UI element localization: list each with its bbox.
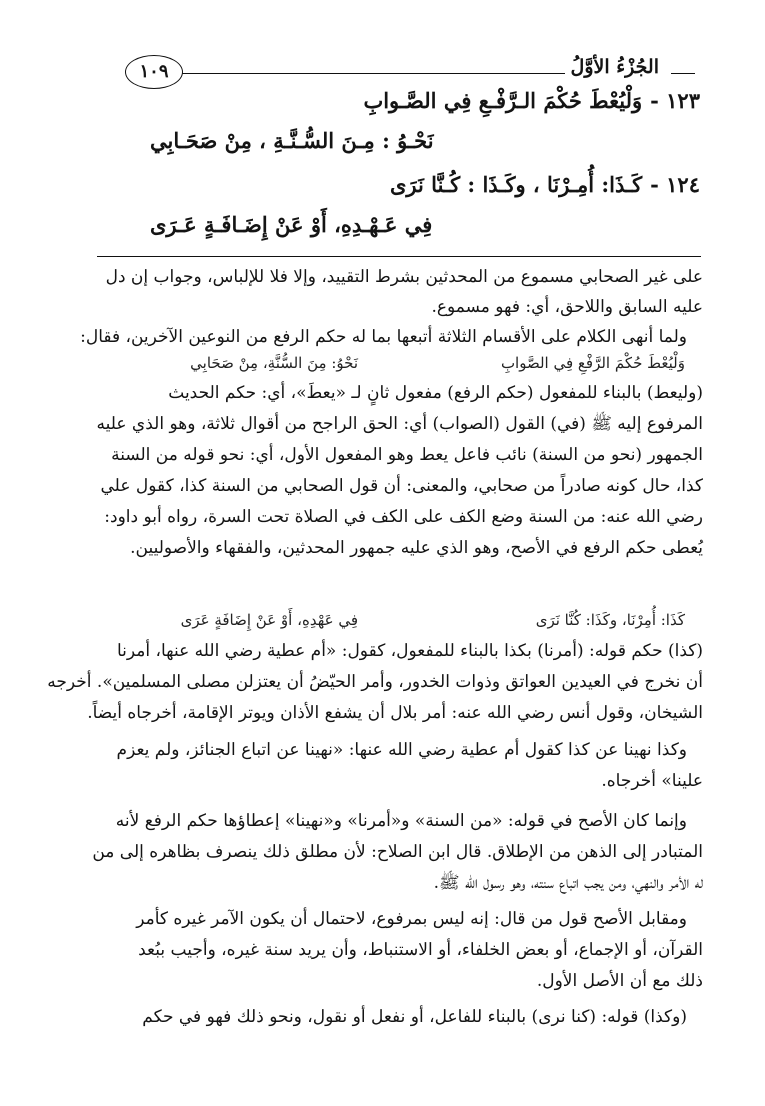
commentary-line: ذلك مع أن الأصل الأول. <box>536 971 703 991</box>
commentary-line: (وليعط) بالبناء للمفعول (حكم الرفع) مفعول ثانٍ لـ «يعطَ»، أي: حكم الحديث <box>168 383 703 403</box>
verse-123-first-text: وَلْيُعْطَ حُكْمَ الـرَّفْـعِ فِي الصَّـوابِ <box>363 88 643 113</box>
commentary-line: وإنما كان الأصح في قوله: «من السنة» و«أمرنا» و«نهينا» إعطاؤها حكم الرفع لأنه <box>115 811 687 831</box>
header-dash <box>671 73 695 74</box>
commentary-line: الشيخان، وقول أنس رضي الله عنه: أمر بلال أن يشفع الأذان ويوتر الإقامة، أخرجاه أيضاً. <box>87 703 703 723</box>
commentary-line: (كذا) حكم قوله: (أمرنا) بكذا بالبناء للمفعول، كقول: «أم عطية رضي الله عنها، أمرنا <box>116 641 703 661</box>
embedded-verse-123-right: وَلْيُعْطَ حُكْمَ الرَّفْعِ فِي الصَّوابِ <box>500 354 685 372</box>
commentary-line: على غير الصحابي مسموع من المحدثين بشرط التقييد، وإلا فلا للإلباس، وجواب إن دل <box>105 267 703 287</box>
commentary-line: عليه السابق واللاحق، أي: فهو مسموع. <box>431 297 703 317</box>
commentary-line: له الأمر والنهي، ومن يجب اتباع سنته، وهو رسول الله ﷺ. <box>433 873 703 893</box>
embedded-verse-123-left: نَحْوُ: مِنَ السُّنَّةِ، مِنْ صَحَابِي <box>190 354 358 372</box>
verse-123-first <box>363 88 700 113</box>
commentary-line: (وكذا) قوله: (كنا نرى) بالبناء للفاعل، أو نفعل أو نقول، ونحو ذلك فهو في حكم <box>142 1007 687 1027</box>
commentary-line: القرآن، أو الإجماع، أو بعض الخلفاء، أو الاستنباط، وأن يريد سنة غيره، وأجيب ببُعد <box>138 940 703 960</box>
commentary-line: ومقابل الأصح قول من قال: إنه ليس بمرفوع، لاحتمال أن يكون الآمر غيره كأمر <box>136 909 687 929</box>
page-number: ١٠٩ <box>125 55 183 89</box>
verse-number-123: ١٢٣ - <box>650 88 700 113</box>
running-title: الجُزْءُ الأوَّلُ <box>565 56 665 78</box>
commentary-line: الجمهور (نحو من السنة) نائب فاعل يعط وهو المفعول الأول، أي: نحو قوله من السنة <box>111 445 703 465</box>
commentary-line: المتبادر إلى الذهن من الإطلاق. قال ابن الصلاح: لأن مطلق ذلك ينصرف بظاهره إلى من <box>92 842 703 862</box>
commentary-line: وكذا نهينا عن كذا كقول أم عطية رضي الله عنها: «نهينا عن اتباع الجنائز، ولم يعزم <box>116 740 687 760</box>
commentary-line: المرفوع إليه ﷺ (في) القول (الصواب) أي: الحق الراجح من أقوال ثلاثة، وهو الذي عليه <box>96 414 703 434</box>
embedded-verse-124-left: فِي عَهْدِهِ، أَوْ عَنْ إِضَافَةٍ عَرَى <box>180 611 358 629</box>
verse-123-second: نَحْـوُ : مِـنَ السُّـنَّـةِ ، مِنْ صَحَـابِي <box>150 128 434 153</box>
commentary-line: رضي الله عنه: من السنة وضع الكف على الكف في الصلاة تحت السرة، رواه أبو داود: <box>104 507 703 527</box>
header-rule <box>173 73 585 74</box>
verse-124-second: فِي عَـهْـدِهِ، أَوْ عَنْ إِضَـافَـةٍ عَـرَى <box>150 212 433 237</box>
verse-124-first <box>390 172 700 197</box>
embedded-verse-124-right: كَذَا: أُمِرْنَا، وكَذَا: كُنَّا نَرَى <box>535 611 685 629</box>
verse-124-first-text: كَـذَا: أُمِـرْنَا ، وكَـذَا : كُـنَّا نَرَى <box>390 172 643 197</box>
commentary-line: ولما أنهى الكلام على الأقسام الثلاثة أتبعها بما له حكم الرفع من النوعين الآخرين، فقال: <box>80 327 687 347</box>
commentary-line: علينا» أخرجاه. <box>601 771 703 791</box>
verse-number-124: ١٢٤ - <box>650 172 700 197</box>
matn-divider <box>97 256 701 257</box>
commentary-line: أن نخرج في العيدين العواتق وذوات الخدور، وأمر الحيّضُ أن يعتزلن مصلى المسلمين». أخرجه <box>47 672 703 692</box>
commentary-line: يُعطى حكم الرفع في الأصح، وهو الذي عليه جمهور المحدثين، والفقهاء والأصوليين. <box>130 538 703 558</box>
commentary-line: كذا، حال كونه صادراً من صحابي، والمعنى: أن قول الصحابي من السنة كذا، كقول علي <box>100 476 703 496</box>
